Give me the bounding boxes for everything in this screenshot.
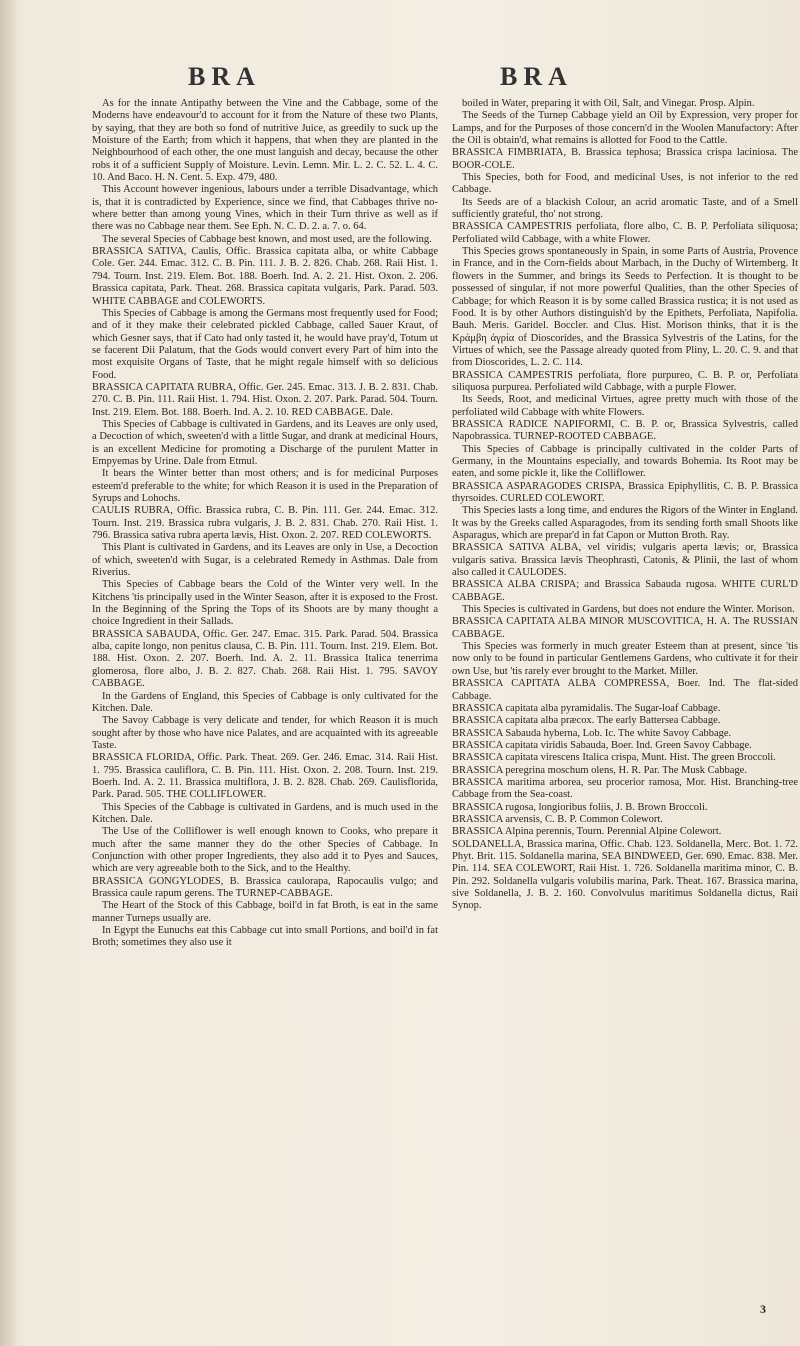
paragraph: The Seeds of the Turnep Cabbage yield an Oil by Expression, very proper for Lamps, and for the Purposes of those concern'd in the Woolen Manufactory: After the Oil is obtain'd, what remains is allotted for Food to the Cattle. bbox=[452, 110, 798, 147]
paragraph: BRASSICA capitata alba præcox. The early Battersea Cabbage. bbox=[452, 715, 721, 727]
paragraph: This Plant is cultivated in Gardens, and its Leaves are only in Use, a Decoction of which, sweeten'd with Sugar, is a celebrated Remedy in Asthmas. Dale from Riverius. bbox=[92, 542, 438, 579]
page-binding-shadow bbox=[0, 0, 16, 1346]
paragraph: The Use of the Colliflower is well enough known to Cooks, who prepare it much after the same manner they do the other Species of Cabbage. In Conjunction with other proper Ingredients, they also add it to Pyes and Sauces, which are very agreeable both to the Sick, and to the Healthy. bbox=[92, 826, 438, 875]
paragraph: BRASSICA peregrina moschum olens, H. R. Par. The Musk Cabbage. bbox=[452, 764, 747, 776]
folio-signature: 3 bbox=[760, 1302, 766, 1316]
paragraph: boiled in Water, preparing it with Oil, Salt, and Vinegar. Prosp. Alpin. bbox=[462, 98, 755, 109]
paragraph: This Species of the Cabbage is cultivated in Gardens, and is much used in the Kitchen. Dale. bbox=[92, 801, 438, 825]
paragraph: BRASSICA SATIVA ALBA, vel viridis; vulgaris aperta lævis; or, Brassica vulgaris sativa. Brassica lævis Theophrasti, Catonis, & Plinii, the last of whom also called it CAULODES. bbox=[452, 542, 798, 579]
paragraph: BRASSICA Sabauda hyberna, Lob. Ic. The white Savoy Cabbage. bbox=[452, 727, 732, 739]
paragraph: BRASSICA CAMPESTRIS perfoliata, flore albo, C. B. P. Perfoliata siliquosa; Perfoliated wild Cabbage, with a white Flower. bbox=[452, 221, 798, 245]
paragraph: CAULIS RUBRA, Offic. Brassica rubra, C. B. Pin. 111. Ger. 244. Emac. 312. Tourn. Inst. 219. Brassica rubra vulgaris, J. B. 2. 831. Chab. 270. Raii Hist. 1. 796. Brassica sativa rubra aperta lævis, Hist. Oxon. 2. 207. RED COLEWORTS. bbox=[92, 505, 438, 542]
paragraph: BRASSICA capitata virescens Italica crispa, Munt. Hist. The green Broccoli. bbox=[452, 752, 776, 764]
paragraph: This Species lasts a long time, and endures the Rigors of the Winter in England. It was by the Greeks called Asparagodes, from its sending forth small Shoots like Asparagus, which are prepar'd in fat Capon or Mutton Broth. Ray. bbox=[452, 505, 798, 542]
paragraph: BRASSICA SATIVA, Caulis, Offic. Brassica capitata alba, or white Cabbage Cole. Ger. 244. Emac. 312. C. B. Pin. 111. J. B. 2. 826. Chab. 268. Raii Hist. 1. 794. Tourn. Inst. 219. Elem. Bot. 188. Boerh. Ind. A. 2. 21. Hist. Oxon. 2. 206. Brassica capitata, Park. Theat. 268. Brassica capitata vulgaris, Park. Parad. 503. WHITE CABBAGE and COLEWORTS. bbox=[92, 246, 438, 307]
paragraph: This Species of Cabbage is cultivated in Gardens, and its Leaves are only used, a Decoction of which, sweeten'd with a little Sugar, and drank at medicinal Hours, is an excellent Medicine for promoting a Discharge of the purulent Matter in Empyemas by Urine. Dale from Etmul. bbox=[92, 418, 438, 467]
paragraph: This Species is cultivated in Gardens, but does not endure the Winter. Morison. bbox=[462, 604, 795, 616]
paragraph: BRASSICA arvensis, C. B. P. Common Colewort. bbox=[452, 813, 663, 825]
paragraph: SOLDANELLA, Brassica marina, Offic. Chab. 123. Soldanella, Merc. Bot. 1. 72. Phyt. Brit. 115. Soldanella marina, SEA BINDWEED, Ger. 690. Emac. 838. Mer. Pin. 114. SEA COLEWORT, Raii Hist. 1. 726. Soldanella maritima minor, C. B. Pin. 292. Soldanella vulgaris volubilis marina, Park. Theat. 167. Brassica marina, sive Soldanella, J. B. 2. 160. Convolvulus maritimus Soldanella dictus, Raii Synop. bbox=[452, 838, 798, 912]
left-column bbox=[92, 98, 438, 950]
paragraph: This Species of Cabbage bears the Cold of the Winter very well. In the Kitchens 'tis principally used in the Winter Season, after it is exposed to the Frost. In the Beginning of the Spring the Tops of its Shoots are by many thought a choice Ingredient in their Sallads. bbox=[92, 579, 438, 628]
paragraph: In Egypt the Eunuchs eat this Cabbage cut into small Portions, and boil'd in fat Broth; sometimes they also use it bbox=[92, 925, 438, 949]
paragraph: This Species grows spontaneously in Spain, in some Parts of Austria, Provence in France, and in the Corn-fields about Marbach, in the Duchy of Wirtemberg. It flowers in the Summer, and brings its Seeds to Perfection. It is thought to be possessed of singular, if not more powerful Qualities, than the other Species of Cabbage; for which Reason it is by some called Brassica rustica; it is not used as Food. It is by other Authors distinguish'd by the Epithets, Perfoliata, Napifolia. Bauh. Meris. Garidel. Boccler. and Clus. Hist. Morison thinks, that it is the Κράμβη ἀγρία of Dioscorides, and the Brassica Sylvestris of the Latins, for the Virtues of which, see the Passage already quoted from Pliny, L. 20. C. 9. and that from Dioscorides, L. 2. C. 114. bbox=[452, 246, 798, 369]
paragraph: BRASSICA FIMBRIATA, B. Brassica tephosa; Brassica crispa laciniosa. The BOOR-COLE. bbox=[452, 147, 798, 171]
paragraph: BRASSICA maritima arborea, seu procerior ramosa, Mor. Hist. Branching-tree Cabbage from the Sea-coast. bbox=[452, 776, 798, 801]
paragraph: BRASSICA rugosa, longioribus foliis, J. B. Brown Broccoli. bbox=[452, 801, 708, 813]
paragraph: BRASSICA CAMPESTRIS perfoliata, flore purpureo, C. B. P. or, Perfoliata siliquosa purpurea. Perfoliated wild Cabbage, with a purple Flower. bbox=[452, 369, 798, 393]
running-head-right: BRA bbox=[500, 62, 573, 91]
paragraph: Its Seeds, Root, and medicinal Virtues, agree pretty much with those of the perfoliated wild Cabbage with white Flowers. bbox=[452, 394, 798, 418]
paragraph: In the Gardens of England, this Species of Cabbage is only cultivated for the Kitchen. Dale. bbox=[92, 690, 438, 714]
paragraph: This Species was formerly in much greater Esteem than at present, since 'tis now only to be found in particular Gentlemens Gardens, who cultivate it for their own Use, but 'tis rarely ever brought to the Market. Miller. bbox=[452, 641, 798, 677]
paragraph: BRASSICA FLORIDA, Offic. Park. Theat. 269. Ger. 246. Emac. 314. Raii Hist. 1. 795. Brassica cauliflora, C. B. Pin. 111. Hist. Oxon. 2. 208. Tourn. Inst. 219. Boerh. Ind. A. 2. 11. Brassica multiflora, J. B. 2. 828. Chab. 269. Caulisflorida, Park. Parad. 505. THE COLLIFLOWER. bbox=[92, 752, 438, 801]
paragraph: Its Seeds are of a blackish Colour, an acrid aromatic Taste, and of a Smell sufficiently grateful, tho' not strong. bbox=[452, 196, 798, 221]
paragraph: BRASSICA GONGYLODES, B. Brassica caulorapa, Rapocaulis vulgo; and Brassica caule rapum gerens. The TURNEP-CABBAGE. bbox=[92, 875, 438, 899]
right-column bbox=[452, 98, 798, 913]
paragraph: As for the innate Antipathy between the Vine and the Cabbage, some of the Moderns have endeavour'd to account for it from the Nature of these two Plants, by saying, that they are both so fond of nutritive Juice, as greedily to suck up the Moisture of the Earth; from which it happens, that when they are planted in the Neighbourhood of each other, the one must languish and decay, because the other robs it of a sufficient Supply of Moisture. Levin. Lemn. Mir. L. 2. C. 52. L. 4. C. 10. And Baco. H. N. Cent. 5. Exp. 479, 480. bbox=[92, 98, 438, 184]
paragraph: This Account however ingenious, labours under a terrible Disadvantage, which is, that it is contradicted by Experience, since we find, that Cabbages thrive no-where better than among young Vines, which in their Turn thrive as well as if there was no Cabbage near them. See Eph. N. C. D. 2. a. 7. o. 64. bbox=[92, 184, 438, 233]
paragraph: BRASSICA RADICE NAPIFORMI, C. B. P. or, Brassica Sylvestris, called Napobrassica. TURNEP-ROOTED CABBAGE. bbox=[452, 418, 798, 443]
paragraph: The several Species of Cabbage best known, and most used, are the following. bbox=[102, 233, 432, 245]
paragraph: BRASSICA SABAUDA, Offic. Ger. 247. Emac. 315. Park. Parad. 504. Brassica alba, capite longo, non penitus clausa, C. B. Pin. 111. Tourn. Inst. 219. Elem. Bot. 188. Hist. Oxon. 2. 207. Boerh. Ind. A. 2. 11. Brassica Italica tenerrima glomerosa, flore albo, J. B. 2. 827. Chab. 268. Raii Hist. 1. 795. SAVOY CABBAGE. bbox=[92, 628, 438, 690]
paragraph: BRASSICA Alpina perennis, Tourn. Perennial Alpine Colewort. bbox=[452, 826, 722, 838]
paragraph: BRASSICA capitata alba pyramidalis. The Sugar-loaf Cabbage. bbox=[452, 702, 721, 714]
paragraph: The Savoy Cabbage is very delicate and tender, for which Reason it is much sought after by those who have nice Palates, and are acquainted with its agreeable Taste. bbox=[92, 715, 438, 751]
paragraph: BRASSICA ASPARAGODES CRISPA, Brassica Epiphyllitis, C. B. P. Brassica thyrsoides. CURLED COLEWORT. bbox=[452, 480, 798, 504]
paragraph: It bears the Winter better than most others; and is for medicinal Purposes esteem'd preferable to the white; for which Reason it is used in the Preparation of Syrups and Lohochs. bbox=[92, 468, 438, 504]
paragraph: BRASSICA CAPITATA ALBA MINOR MUSCOVITICA, H. A. The RUSSIAN CABBAGE. bbox=[452, 616, 798, 640]
paragraph: BRASSICA CAPITATA RUBRA, Offic. Ger. 245. Emac. 313. J. B. 2. 831. Chab. 270. C. B. Pin. 111. Raii Hist. 1. 794. Hist. Oxon. 2. 207. Park. Parad. 504. Tourn. Inst. 219. Elem. Bot. 188. Boerh. Ind. A. 2. 10. RED CABBAGE. Dale. bbox=[92, 381, 438, 418]
paragraph: BRASSICA CAPITATA ALBA COMPRESSA, Boer. Ind. The flat-sided Cabbage. bbox=[452, 678, 798, 702]
running-head-left: BRA bbox=[188, 62, 261, 91]
paragraph: This Species of Cabbage is principally cultivated in the colder Parts of Germany, in the Mountains especially, and towards Bohemia. Its Root may be eaten, and some pickle it, like the Colliflower. bbox=[452, 443, 798, 480]
paragraph: BRASSICA ALBA CRISPA; and Brassica Sabauda rugosa. WHITE CURL'D CABBAGE. bbox=[452, 579, 798, 603]
paragraph: BRASSICA capitata viridis Sabauda, Boer. Ind. Green Savoy Cabbage. bbox=[452, 739, 752, 751]
paragraph: The Heart of the Stock of this Cabbage, boil'd in fat Broth, is eat in the same manner Turneps usually are. bbox=[92, 900, 438, 924]
paragraph: This Species, both for Food, and medicinal Uses, is not inferior to the red Cabbage. bbox=[452, 172, 798, 196]
paragraph: This Species of Cabbage is among the Germans most frequently used for Food; and of it they make their celebrated pickled Cabbage, called Sauer Kraut, of which Gesner says, that if Cato had only tasted it, he would have pray'd, Totum ut se facerent Dii Palatum, that the Gods would convert every Part of him into the most exquisite Organs of Taste, that he might regale himself with so delicious Food. bbox=[92, 307, 438, 381]
